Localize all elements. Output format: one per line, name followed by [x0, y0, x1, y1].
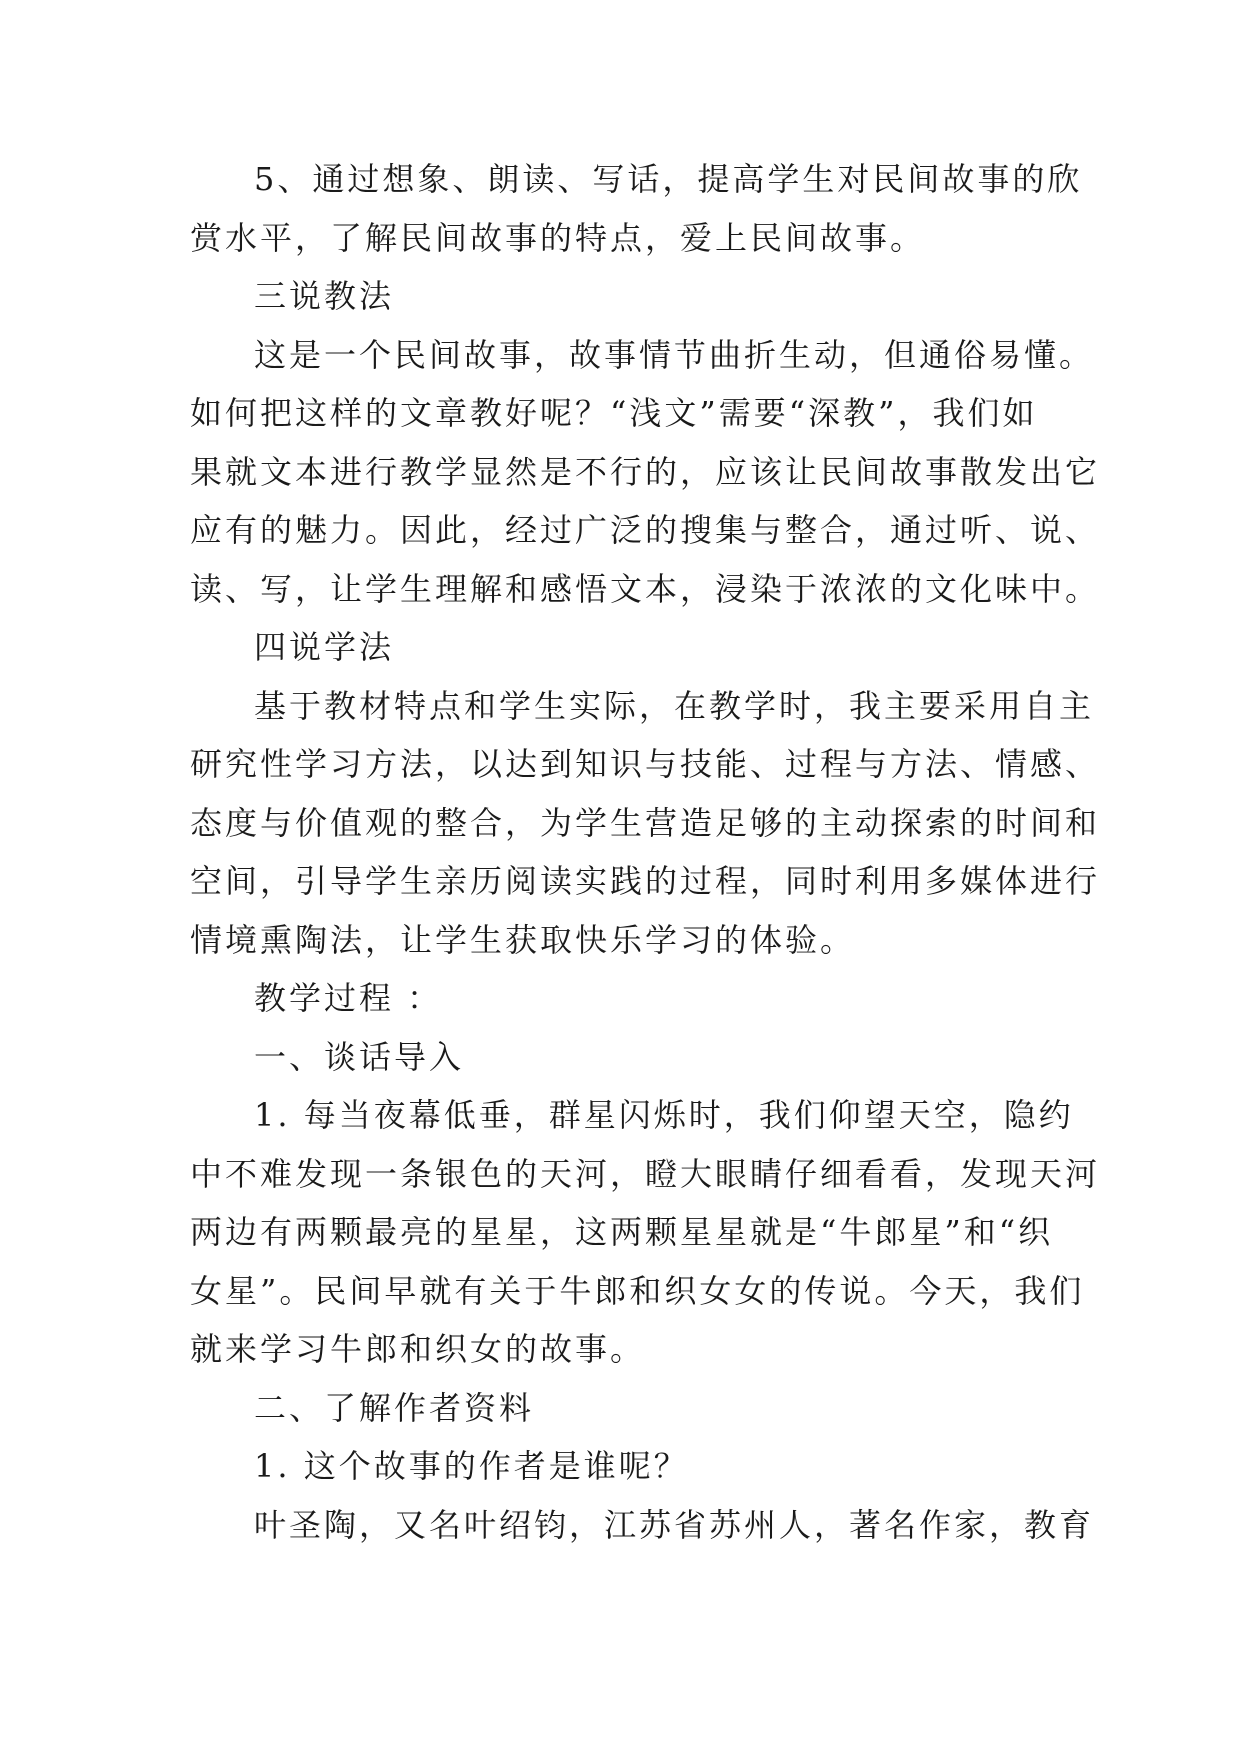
text-line: 如何把这样的文章教好呢？“浅文”需要“深教”，我们如 [190, 394, 1038, 432]
text-line: 叶圣陶，又名叶绍钧，江苏省苏州人，著名作家，教育 [254, 1505, 1095, 1544]
text-line: 中不难发现一条银色的天河，瞪大眼睛仔细看看，发现天河 [190, 1154, 1101, 1193]
document-body [190, 150, 1101, 1554]
text-line: 情境熏陶法，让学生获取快乐学习的体验。 [190, 920, 856, 959]
text-line: 5、通过想象、朗读、写话，提高学生对民间故事的欣 [254, 160, 1083, 198]
text-line: 两边有两颗最亮的星星，这两颗星星就是“牛郎星”和“织 [190, 1213, 1054, 1251]
text-line: 基于教材特点和学生实际，在教学时，我主要采用自主 [254, 686, 1095, 725]
section-heading: 四说学法 [254, 628, 395, 666]
text-line: 应有的魅力。因此，经过广泛的搜集与整合，通过听、说、 [190, 511, 1101, 549]
section-heading: 教学过程 ： [254, 979, 443, 1017]
text-line: 1. 每当夜幕低垂，群星闪烁时，我们仰望天空，隐约 [254, 1096, 1074, 1134]
section-heading: 三说教法 [254, 277, 395, 315]
text-line: 读、写，让学生理解和感悟文本，浸染于浓浓的文化味中。 [190, 569, 1101, 608]
section-heading: 二、了解作者资料 [254, 1388, 535, 1427]
text-line: 女星”。民间早就有关于牛郎和织女女的传说。今天，我们 [190, 1271, 1085, 1310]
text-line: 就来学习牛郎和织女的故事。 [190, 1330, 646, 1368]
text-line: 空间，引导学生亲历阅读实践的过程，同时利用多媒体进行 [190, 862, 1101, 900]
text-line: 态度与价值观的整合，为学生营造足够的主动探索的时间和 [190, 803, 1101, 842]
text-line: 这是一个民间故事，故事情节曲折生动，但通俗易懂。 [254, 335, 1095, 374]
section-heading: 一、谈话导入 [254, 1037, 465, 1076]
text-line: 赏水平，了解民间故事的特点，爱上民间故事。 [190, 218, 926, 257]
text-line: 1. 这个故事的作者是谁呢？ [254, 1447, 689, 1485]
text-line: 果就文本进行教学显然是不行的，应该让民间故事散发出它 [190, 452, 1101, 491]
text-line: 研究性学习方法，以达到知识与技能、过程与方法、情感、 [190, 745, 1101, 783]
